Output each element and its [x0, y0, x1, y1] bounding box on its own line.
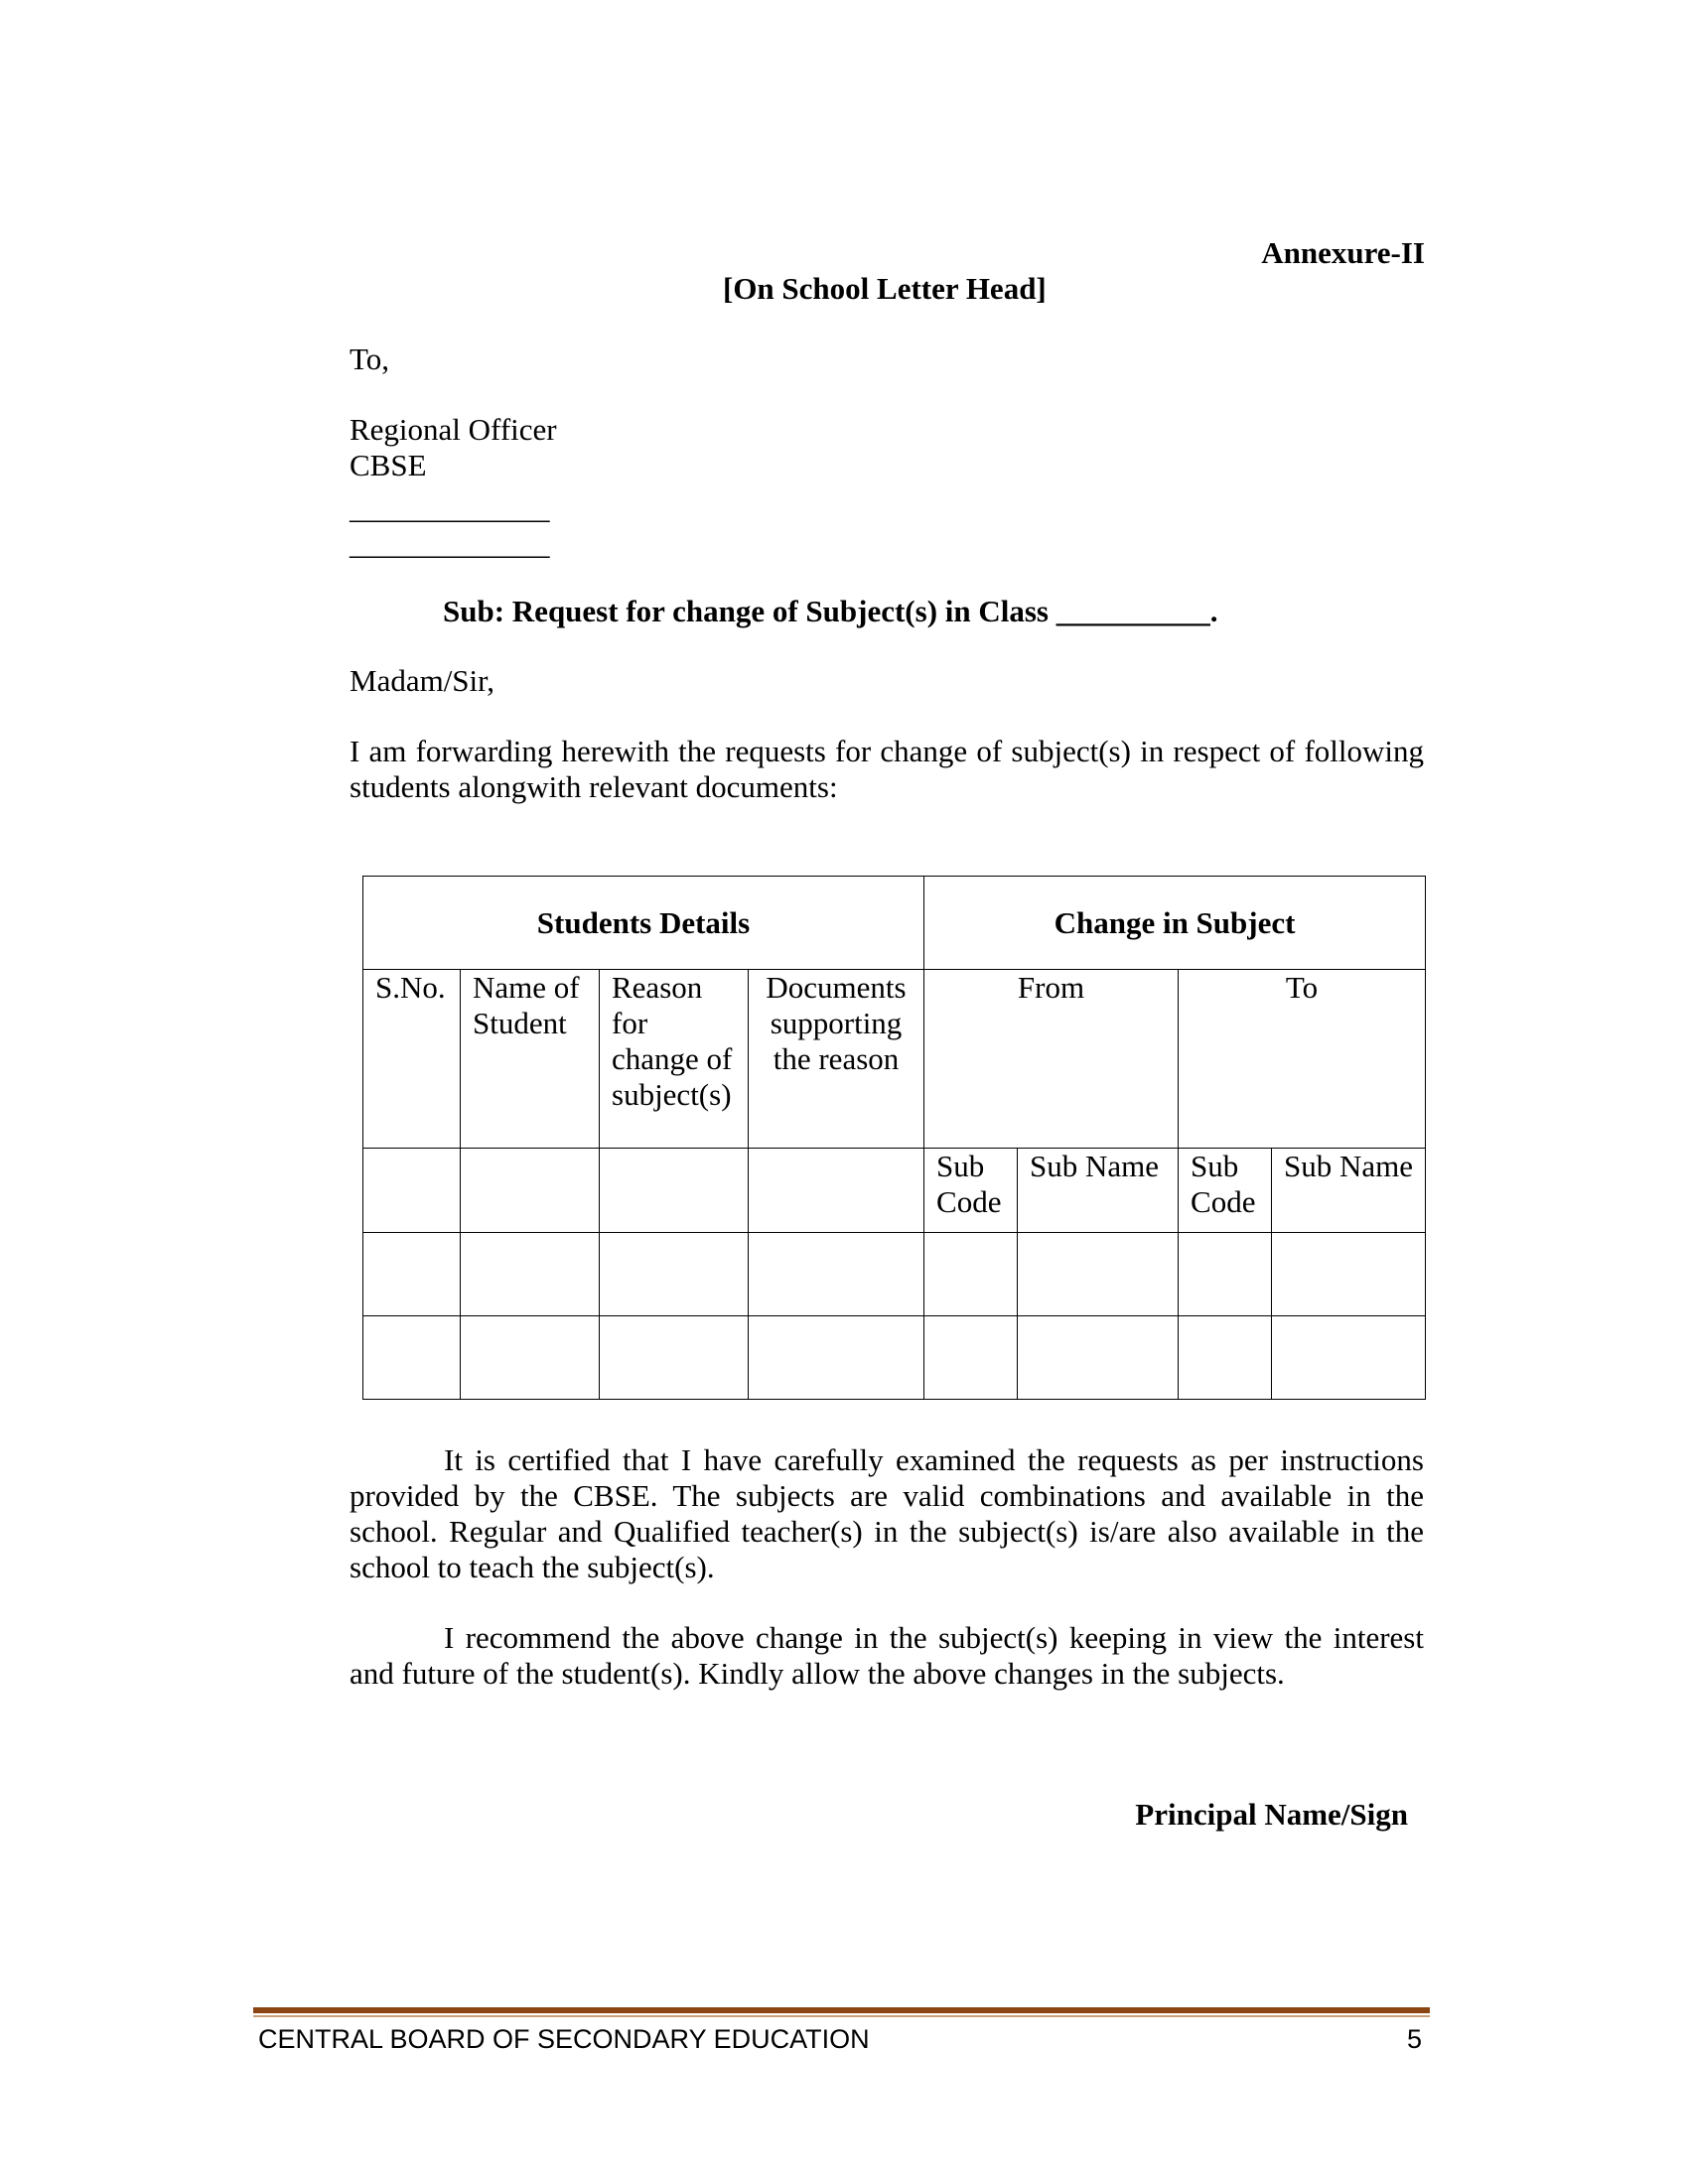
table-cell [749, 1233, 924, 1316]
table-subheader-row [363, 1149, 1426, 1233]
subheader-to-sub-code: Sub Code [1179, 1149, 1272, 1233]
address-line-2: CBSE [350, 448, 427, 482]
greeting: Madam/Sir, [350, 663, 494, 698]
group-header-change-in-subject: Change in Subject [924, 877, 1426, 970]
recommendation-paragraph: I recommend the above change in the subject(s) keeping in view the interest and future of the student(s). Kindly allow the above changes in the subjects. [350, 1620, 1424, 1691]
subject-line [443, 594, 1218, 629]
footer-rule [253, 2007, 1430, 2013]
table-cell [1018, 1233, 1179, 1316]
footer-organization: CENTRAL BOARD OF SECONDARY EDUCATION [258, 2024, 870, 2054]
col-header-to: To [1179, 970, 1426, 1149]
certification-paragraph: It is certified that I have carefully examined the requests as per instructions provided by the CBSE. The subjects are valid combinations and available in the school. Regular and Qualified teacher(s) in the subject(s) is/are also available in the school to teach the subject(s). [350, 1442, 1424, 1584]
table-row [363, 1316, 1426, 1400]
subheader-from-sub-name: Sub Name [1018, 1149, 1179, 1233]
table-cell [924, 1233, 1018, 1316]
table-cell [600, 1233, 749, 1316]
table-cell [749, 1149, 924, 1233]
table-cell [1018, 1316, 1179, 1400]
table-cell [749, 1316, 924, 1400]
subheader-from-sub-code: Sub Code [924, 1149, 1018, 1233]
group-header-students-details: Students Details [363, 877, 924, 970]
table-cell [461, 1233, 600, 1316]
subheader-to-sub-name: Sub Name [1272, 1149, 1426, 1233]
page-number: 5 [1406, 2024, 1422, 2054]
col-header-reason: Reason for change of subject(s) [600, 970, 749, 1149]
col-header-from: From [924, 970, 1179, 1149]
table-group-header-row [363, 877, 1426, 970]
col-header-documents: Documents supporting the reason [749, 970, 924, 1149]
subject-text: Sub: Request for change of Subject(s) in Class [443, 594, 1056, 628]
table-cell [1179, 1233, 1272, 1316]
table-cell [461, 1149, 600, 1233]
address-line-1: Regional Officer [350, 412, 557, 447]
table-cell [600, 1316, 749, 1400]
address-blank-2: _____________ [350, 526, 550, 561]
table-cell [600, 1149, 749, 1233]
table-cell [461, 1316, 600, 1400]
table-cell [363, 1233, 461, 1316]
principal-signature: Principal Name/Sign [1135, 1797, 1408, 1832]
table-row [363, 1233, 1426, 1316]
table-cell [1272, 1316, 1426, 1400]
footer-rule-thin [253, 2015, 1430, 2017]
table-cell [924, 1316, 1018, 1400]
table-cell [1179, 1316, 1272, 1400]
table-cell [1272, 1233, 1426, 1316]
address-blank-1: _____________ [350, 490, 550, 525]
class-blank: __________. [1055, 594, 1218, 628]
table-cell [363, 1149, 461, 1233]
table-cell [363, 1316, 461, 1400]
address-to: To, [350, 341, 390, 376]
table-column-header-row [363, 970, 1426, 1149]
intro-paragraph: I am forwarding herewith the requests for change of subject(s) in respect of following students alongwith relevant documents: [350, 734, 1424, 804]
request-table [362, 876, 1426, 1400]
annexure-label: Annexure-II [1261, 235, 1425, 270]
col-header-name: Name of Student [461, 970, 600, 1149]
letterhead-note: [On School Letter Head] [723, 271, 1047, 306]
col-header-sno: S.No. [363, 970, 461, 1149]
